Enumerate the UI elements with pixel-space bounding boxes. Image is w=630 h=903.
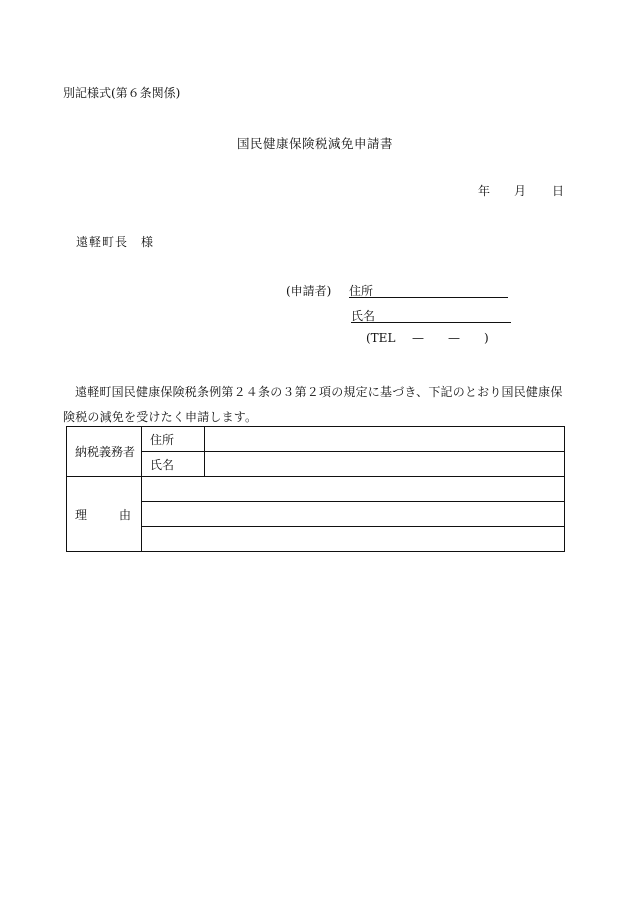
taxpayer-name-label: 氏名 — [142, 452, 205, 477]
table-row — [67, 502, 565, 527]
taxpayer-table — [66, 426, 565, 552]
reason-field-line-3[interactable] — [142, 527, 565, 552]
tel-close-label: ) — [484, 331, 489, 345]
date-year-label: 年 — [478, 184, 491, 198]
date-area — [478, 182, 564, 199]
application-statement: 遠軽町国民健康保険税条例第２４条の３第２項の規定に基づき、下記のとおり国民健康保険税の減免を受けたく申請します。 — [63, 385, 563, 424]
tel-dash-2: — — [448, 331, 460, 345]
reason-field-line-2[interactable] — [142, 502, 565, 527]
date-month-label: 月 — [514, 184, 527, 198]
table-row — [67, 427, 565, 452]
tel-dash-1: — — [412, 331, 424, 345]
reason-field-line-1[interactable] — [142, 477, 565, 502]
page-title: 国民健康保険税減免申請書 — [236, 136, 393, 151]
applicant-address-field[interactable] — [349, 282, 508, 298]
applicant-address-label: 住所 — [349, 284, 374, 298]
applicant-name-label: 氏名 — [351, 309, 376, 323]
taxpayer-label: 納税義務者 — [67, 427, 142, 477]
table-row — [67, 527, 565, 552]
tel-open-label: (TEL — [366, 331, 396, 345]
addressee: 遠軽町長 様 — [76, 235, 155, 249]
table-row — [67, 477, 565, 502]
applicant-label: (申請者) — [286, 284, 332, 298]
reason-char-1: 理 — [75, 507, 88, 522]
reason-label — [67, 477, 142, 552]
taxpayer-address-label: 住所 — [142, 427, 205, 452]
reason-char-2: 由 — [118, 507, 131, 522]
taxpayer-address-field[interactable] — [205, 427, 565, 452]
form-reference: 別記様式(第６条関係) — [63, 86, 181, 100]
date-day-label: 日 — [552, 184, 565, 198]
applicant-tel-field[interactable] — [366, 331, 489, 345]
applicant-name-field[interactable] — [351, 307, 511, 323]
taxpayer-name-field[interactable] — [205, 452, 565, 477]
table-row — [67, 452, 565, 477]
